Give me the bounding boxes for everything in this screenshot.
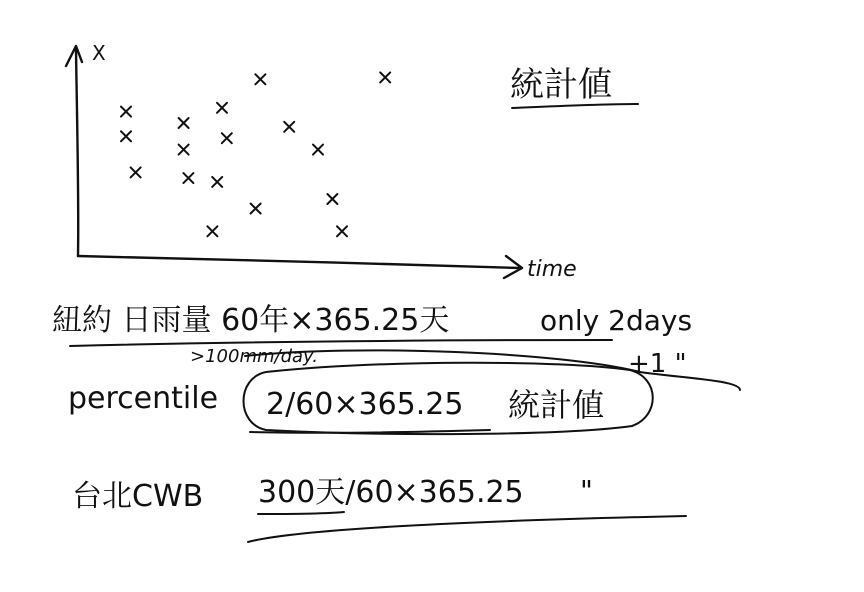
taipei-cwb-label: 台北CWB xyxy=(72,479,204,514)
nyc-threshold-subscript: >100mm/day. xyxy=(190,346,319,367)
percentile-line xyxy=(68,363,653,434)
scatter-point-17 xyxy=(380,72,390,82)
nyc-rainfall-text: 紐約 日雨量 60年×365.25天 xyxy=(52,303,450,338)
percentile-stat-value: 統計値 xyxy=(508,386,605,424)
scatter-point-2 xyxy=(121,131,131,141)
y-axis-label: X xyxy=(92,41,106,65)
nyc-only-two-days: only 2days xyxy=(540,304,693,337)
taipei-ditto-mark: " xyxy=(580,474,593,507)
scatter-point-11 xyxy=(255,74,265,84)
scatter-point-14 xyxy=(313,145,323,155)
plus-one-ditto: +1 " xyxy=(628,349,687,379)
scatter-point-10 xyxy=(207,226,217,236)
percentile-label: percentile xyxy=(68,381,219,416)
top-right-stat-label xyxy=(510,65,638,108)
nyc-line-underline xyxy=(70,340,612,346)
y-axis-line xyxy=(76,50,78,256)
scatter-point-5 xyxy=(179,145,189,155)
scatter-point-7 xyxy=(217,103,227,113)
scatter-point-8 xyxy=(222,133,232,143)
scatter-point-4 xyxy=(179,118,189,128)
percentile-formula: 2/60×365.25 xyxy=(266,387,464,422)
scatter-point-1 xyxy=(121,107,131,117)
scatter-point-12 xyxy=(251,204,261,214)
taipei-numerator-underline xyxy=(258,512,344,514)
scatter-point-6 xyxy=(183,173,193,183)
scatter-point-13 xyxy=(284,122,294,132)
taipei-line-underline xyxy=(248,516,686,542)
scatter-point-3 xyxy=(131,167,141,177)
y-axis-arrowhead xyxy=(66,46,82,66)
scatter-point-16 xyxy=(337,226,347,236)
taipei-cwb-formula: 300天/60×365.25 xyxy=(258,475,524,510)
x-axis-label: time xyxy=(527,257,577,282)
taipei-cwb-line xyxy=(72,474,686,542)
stat-value-heading: 統計値 xyxy=(510,65,612,105)
scatter-point-15 xyxy=(327,194,337,204)
scatter-sketch xyxy=(66,41,577,282)
scatter-points xyxy=(121,72,390,236)
x-axis-line xyxy=(78,256,520,268)
scatter-point-9 xyxy=(212,177,222,187)
